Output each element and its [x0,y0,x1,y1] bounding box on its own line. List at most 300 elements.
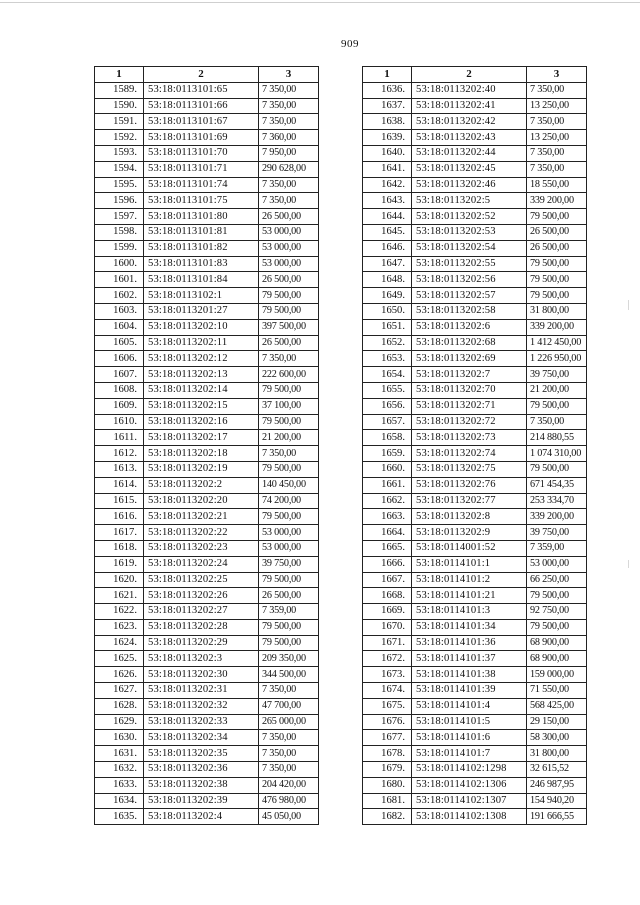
cadastral-value: 13 250,00 [527,130,587,146]
cadastral-value: 21 200,00 [259,430,319,446]
row-number: 1652. [363,335,412,351]
cadastral-value: 26 500,00 [259,272,319,288]
row-number: 1657. [363,414,412,430]
cadastral-number: 53:18:0113202:74 [412,446,527,462]
cadastral-number: 53:18:0113202:46 [412,177,527,193]
cadastral-number: 53:18:0114101:5 [412,714,527,730]
cadastral-number: 53:18:0113202:7 [412,367,527,383]
cadastral-number: 53:18:0113202:33 [144,714,259,730]
cadastral-number: 53:18:0113202:17 [144,430,259,446]
table-row [95,382,319,398]
cadastral-value: 344 500,00 [259,667,319,683]
cadastral-number: 53:18:0113202:73 [412,430,527,446]
cadastral-number: 53:18:0113101:70 [144,145,259,161]
cadastral-value: 66 250,00 [527,572,587,588]
table-row [363,114,587,130]
page-number: 909 [341,38,359,50]
row-number: 1647. [363,256,412,272]
table-row [363,525,587,541]
cadastral-number: 53:18:0113202:54 [412,240,527,256]
cadastral-number: 53:18:0113202:13 [144,367,259,383]
row-number: 1619. [95,556,144,572]
table-row [363,335,587,351]
cadastral-value: 26 500,00 [259,588,319,604]
table-row [95,604,319,620]
cadastral-number: 53:18:0113202:71 [412,398,527,414]
row-number: 1612. [95,446,144,462]
row-number: 1629. [95,714,144,730]
table-row [363,272,587,288]
table-row [363,209,587,225]
row-number: 1605. [95,335,144,351]
row-number: 1655. [363,382,412,398]
table-row [363,161,587,177]
register-table-right [362,66,587,825]
cadastral-value: 18 550,00 [527,177,587,193]
cadastral-value: 39 750,00 [527,367,587,383]
cadastral-value: 79 500,00 [259,382,319,398]
cadastral-number: 53:18:0113101:81 [144,224,259,240]
cadastral-number: 53:18:0113202:72 [412,414,527,430]
table-row [363,540,587,556]
table-row [95,256,319,272]
table-row [95,809,319,825]
cadastral-value: 71 550,00 [527,683,587,699]
row-number: 1664. [363,525,412,541]
table-row [95,209,319,225]
table-row [363,683,587,699]
row-number: 1614. [95,477,144,493]
table-row [95,98,319,114]
row-number: 1600. [95,256,144,272]
cadastral-number: 53:18:0113202:18 [144,446,259,462]
row-number: 1590. [95,98,144,114]
cadastral-value: 7 350,00 [259,746,319,762]
row-number: 1616. [95,509,144,525]
cadastral-number: 53:18:0113202:21 [144,509,259,525]
row-number: 1589. [95,82,144,98]
column-header-number: 1 [95,67,144,83]
table-row [363,446,587,462]
cadastral-value: 68 900,00 [527,651,587,667]
cadastral-number: 53:18:0114101:3 [412,604,527,620]
table-row [95,572,319,588]
row-number: 1604. [95,319,144,335]
table-row [363,714,587,730]
cadastral-number: 53:18:0113202:53 [412,224,527,240]
row-number: 1632. [95,762,144,778]
row-number: 1662. [363,493,412,509]
table-row [95,177,319,193]
table-row [95,193,319,209]
row-number: 1620. [95,572,144,588]
cadastral-value: 140 450,00 [259,477,319,493]
cadastral-value: 53 000,00 [259,240,319,256]
cadastral-number: 53:18:0113101:67 [144,114,259,130]
row-number: 1628. [95,698,144,714]
cadastral-value: 7 350,00 [259,730,319,746]
cadastral-value: 209 350,00 [259,651,319,667]
table-row [95,525,319,541]
cadastral-number: 53:18:0114101:2 [412,572,527,588]
cadastral-value: 204 420,00 [259,777,319,793]
column-header-value: 3 [259,67,319,83]
row-number: 1640. [363,145,412,161]
row-number: 1660. [363,461,412,477]
table-row [95,446,319,462]
cadastral-value: 21 200,00 [527,382,587,398]
cadastral-number: 53:18:0113101:65 [144,82,259,98]
table-row [95,493,319,509]
cadastral-number: 53:18:0114101:6 [412,730,527,746]
row-number: 1648. [363,272,412,288]
cadastral-value: 7 359,00 [259,604,319,620]
row-number: 1675. [363,698,412,714]
cadastral-number: 53:18:0113202:5 [412,193,527,209]
cadastral-value: 79 500,00 [527,588,587,604]
row-number: 1669. [363,604,412,620]
cadastral-number: 53:18:0113201:27 [144,303,259,319]
table-row [363,572,587,588]
row-number: 1631. [95,746,144,762]
cadastral-value: 568 425,00 [527,698,587,714]
column-header-cadastral: 2 [144,67,259,83]
cadastral-number: 53:18:0113202:40 [412,82,527,98]
row-number: 1606. [95,351,144,367]
cadastral-number: 53:18:0113101:75 [144,193,259,209]
cadastral-number: 53:18:0113101:71 [144,161,259,177]
cadastral-number: 53:18:0113202:70 [412,382,527,398]
cadastral-value: 79 500,00 [259,288,319,304]
row-number: 1634. [95,793,144,809]
scan-top-edge [0,2,640,3]
cadastral-number: 53:18:0113202:44 [412,145,527,161]
table-row [95,335,319,351]
cadastral-number: 53:18:0113101:66 [144,98,259,114]
table-row [363,240,587,256]
cadastral-value: 39 750,00 [259,556,319,572]
row-number: 1595. [95,177,144,193]
table-row [363,193,587,209]
table-row [95,82,319,98]
row-number: 1638. [363,114,412,130]
cadastral-number: 53:18:0114102:1298 [412,762,527,778]
row-number: 1680. [363,777,412,793]
row-number: 1626. [95,667,144,683]
scan-margin-mark [628,560,629,568]
table-row [363,809,587,825]
row-number: 1671. [363,635,412,651]
cadastral-value: 79 500,00 [527,209,587,225]
row-number: 1627. [95,683,144,699]
cadastral-value: 7 350,00 [527,114,587,130]
cadastral-number: 53:18:0113202:36 [144,762,259,778]
table-row [95,588,319,604]
table-row [363,509,587,525]
cadastral-value: 1 412 450,00 [527,335,587,351]
row-number: 1639. [363,130,412,146]
cadastral-number: 53:18:0113202:52 [412,209,527,225]
table-row [95,288,319,304]
cadastral-number: 53:18:0113202:11 [144,335,259,351]
cadastral-value: 7 350,00 [259,114,319,130]
cadastral-number: 53:18:0113202:20 [144,493,259,509]
row-number: 1623. [95,619,144,635]
cadastral-value: 79 500,00 [259,461,319,477]
cadastral-number: 53:18:0113202:14 [144,382,259,398]
row-number: 1679. [363,762,412,778]
cadastral-value: 79 500,00 [259,509,319,525]
row-number: 1625. [95,651,144,667]
cadastral-number: 53:18:0113202:15 [144,398,259,414]
cadastral-value: 53 000,00 [259,540,319,556]
row-number: 1651. [363,319,412,335]
table-row [363,556,587,572]
row-number: 1596. [95,193,144,209]
column-header-cadastral: 2 [412,67,527,83]
cadastral-value: 7 350,00 [259,193,319,209]
table-row [363,398,587,414]
row-number: 1663. [363,509,412,525]
cadastral-number: 53:18:0113202:6 [412,319,527,335]
table-row [95,746,319,762]
row-number: 1658. [363,430,412,446]
table-row [95,272,319,288]
table-row [95,430,319,446]
table-row [363,82,587,98]
table-row [363,777,587,793]
cadastral-number: 53:18:0113101:84 [144,272,259,288]
table-row [95,130,319,146]
table-row [95,793,319,809]
cadastral-value: 79 500,00 [527,256,587,272]
table-row [363,477,587,493]
row-number: 1633. [95,777,144,793]
table-row [95,762,319,778]
cadastral-number: 53:18:0113202:41 [412,98,527,114]
table-row [363,288,587,304]
cadastral-number: 53:18:0113202:2 [144,477,259,493]
cadastral-number: 53:18:0114102:1308 [412,809,527,825]
column-header-number: 1 [363,67,412,83]
cadastral-number: 53:18:0114101:1 [412,556,527,572]
table-row [95,351,319,367]
cadastral-number: 53:18:0114101:7 [412,746,527,762]
cadastral-value: 7 950,00 [259,145,319,161]
row-number: 1646. [363,240,412,256]
table-row [95,224,319,240]
cadastral-number: 53:18:0113202:42 [412,114,527,130]
cadastral-value: 32 615,52 [527,762,587,778]
row-number: 1613. [95,461,144,477]
table-row [363,461,587,477]
cadastral-number: 53:18:0114101:34 [412,619,527,635]
table-row [95,319,319,335]
cadastral-number: 53:18:0114101:39 [412,683,527,699]
table-row [363,667,587,683]
row-number: 1610. [95,414,144,430]
table-row [95,509,319,525]
cadastral-number: 53:18:0114102:1307 [412,793,527,809]
cadastral-number: 53:18:0113202:29 [144,635,259,651]
cadastral-number: 53:18:0113202:8 [412,509,527,525]
table-header-row [95,67,319,83]
row-number: 1653. [363,351,412,367]
row-number: 1673. [363,667,412,683]
cadastral-number: 53:18:0113101:74 [144,177,259,193]
table-row [363,319,587,335]
table-row [363,619,587,635]
table-row [363,793,587,809]
row-number: 1672. [363,651,412,667]
cadastral-value: 191 666,55 [527,809,587,825]
cadastral-value: 1 226 950,00 [527,351,587,367]
cadastral-value: 7 350,00 [259,82,319,98]
row-number: 1624. [95,635,144,651]
cadastral-number: 53:18:0113202:45 [412,161,527,177]
table-row [363,746,587,762]
row-number: 1659. [363,446,412,462]
table-row [363,98,587,114]
cadastral-number: 53:18:0113202:4 [144,809,259,825]
table-row [363,730,587,746]
cadastral-value: 26 500,00 [259,209,319,225]
cadastral-value: 92 750,00 [527,604,587,620]
cadastral-value: 53 000,00 [259,525,319,541]
table-row [95,398,319,414]
cadastral-number: 53:18:0113202:77 [412,493,527,509]
cadastral-number: 53:18:0114102:1306 [412,777,527,793]
row-number: 1649. [363,288,412,304]
cadastral-value: 79 500,00 [527,461,587,477]
cadastral-value: 7 350,00 [259,683,319,699]
table-row [95,714,319,730]
cadastral-number: 53:18:0113102:1 [144,288,259,304]
table-row [363,367,587,383]
row-number: 1656. [363,398,412,414]
cadastral-value: 79 500,00 [259,414,319,430]
table-row [95,667,319,683]
table-row [363,130,587,146]
row-number: 1601. [95,272,144,288]
table-row [95,698,319,714]
cadastral-number: 53:18:0113202:9 [412,525,527,541]
cadastral-value: 26 500,00 [527,240,587,256]
cadastral-value: 7 350,00 [259,98,319,114]
table-row [363,762,587,778]
row-number: 1597. [95,209,144,225]
cadastral-value: 31 800,00 [527,303,587,319]
row-number: 1674. [363,683,412,699]
cadastral-value: 265 000,00 [259,714,319,730]
column-header-value: 3 [527,67,587,83]
cadastral-value: 39 750,00 [527,525,587,541]
cadastral-number: 53:18:0113202:19 [144,461,259,477]
cadastral-number: 53:18:0113202:30 [144,667,259,683]
row-number: 1591. [95,114,144,130]
scan-margin-mark [628,300,629,310]
row-number: 1642. [363,177,412,193]
cadastral-value: 79 500,00 [259,303,319,319]
row-number: 1668. [363,588,412,604]
cadastral-number: 53:18:0113202:43 [412,130,527,146]
table-row [95,777,319,793]
cadastral-number: 53:18:0113202:34 [144,730,259,746]
cadastral-value: 1 074 310,00 [527,446,587,462]
cadastral-value: 74 200,00 [259,493,319,509]
cadastral-number: 53:18:0113202:76 [412,477,527,493]
register-table-left [94,66,319,825]
table-row [95,114,319,130]
row-number: 1666. [363,556,412,572]
row-number: 1644. [363,209,412,225]
row-number: 1615. [95,493,144,509]
row-number: 1682. [363,809,412,825]
table-row [363,588,587,604]
row-number: 1617. [95,525,144,541]
row-number: 1618. [95,540,144,556]
table-row [95,367,319,383]
cadastral-value: 7 350,00 [527,145,587,161]
cadastral-value: 476 980,00 [259,793,319,809]
table-row [95,730,319,746]
cadastral-value: 31 800,00 [527,746,587,762]
table-row [95,683,319,699]
row-number: 1602. [95,288,144,304]
cadastral-value: 154 940,20 [527,793,587,809]
row-number: 1607. [95,367,144,383]
table-row [95,556,319,572]
table-row [95,619,319,635]
row-number: 1650. [363,303,412,319]
table-row [363,635,587,651]
table-row [95,540,319,556]
cadastral-value: 246 987,95 [527,777,587,793]
cadastral-value: 7 350,00 [527,161,587,177]
table-row [95,477,319,493]
cadastral-value: 671 454,35 [527,477,587,493]
table-row [363,224,587,240]
table-row [363,382,587,398]
cadastral-number: 53:18:0114001:52 [412,540,527,556]
table-row [95,240,319,256]
row-number: 1677. [363,730,412,746]
row-number: 1603. [95,303,144,319]
cadastral-value: 68 900,00 [527,635,587,651]
table-row [95,145,319,161]
cadastral-value: 29 150,00 [527,714,587,730]
row-number: 1665. [363,540,412,556]
row-number: 1630. [95,730,144,746]
cadastral-value: 79 500,00 [259,619,319,635]
cadastral-value: 13 250,00 [527,98,587,114]
cadastral-number: 53:18:0113202:25 [144,572,259,588]
row-number: 1599. [95,240,144,256]
cadastral-value: 290 628,00 [259,161,319,177]
cadastral-value: 339 200,00 [527,509,587,525]
cadastral-value: 53 000,00 [259,224,319,240]
cadastral-value: 26 500,00 [259,335,319,351]
row-number: 1594. [95,161,144,177]
cadastral-value: 7 350,00 [259,177,319,193]
cadastral-value: 53 000,00 [527,556,587,572]
row-number: 1676. [363,714,412,730]
table-row [363,303,587,319]
cadastral-number: 53:18:0113202:16 [144,414,259,430]
cadastral-value: 79 500,00 [259,635,319,651]
row-number: 1654. [363,367,412,383]
cadastral-value: 47 700,00 [259,698,319,714]
